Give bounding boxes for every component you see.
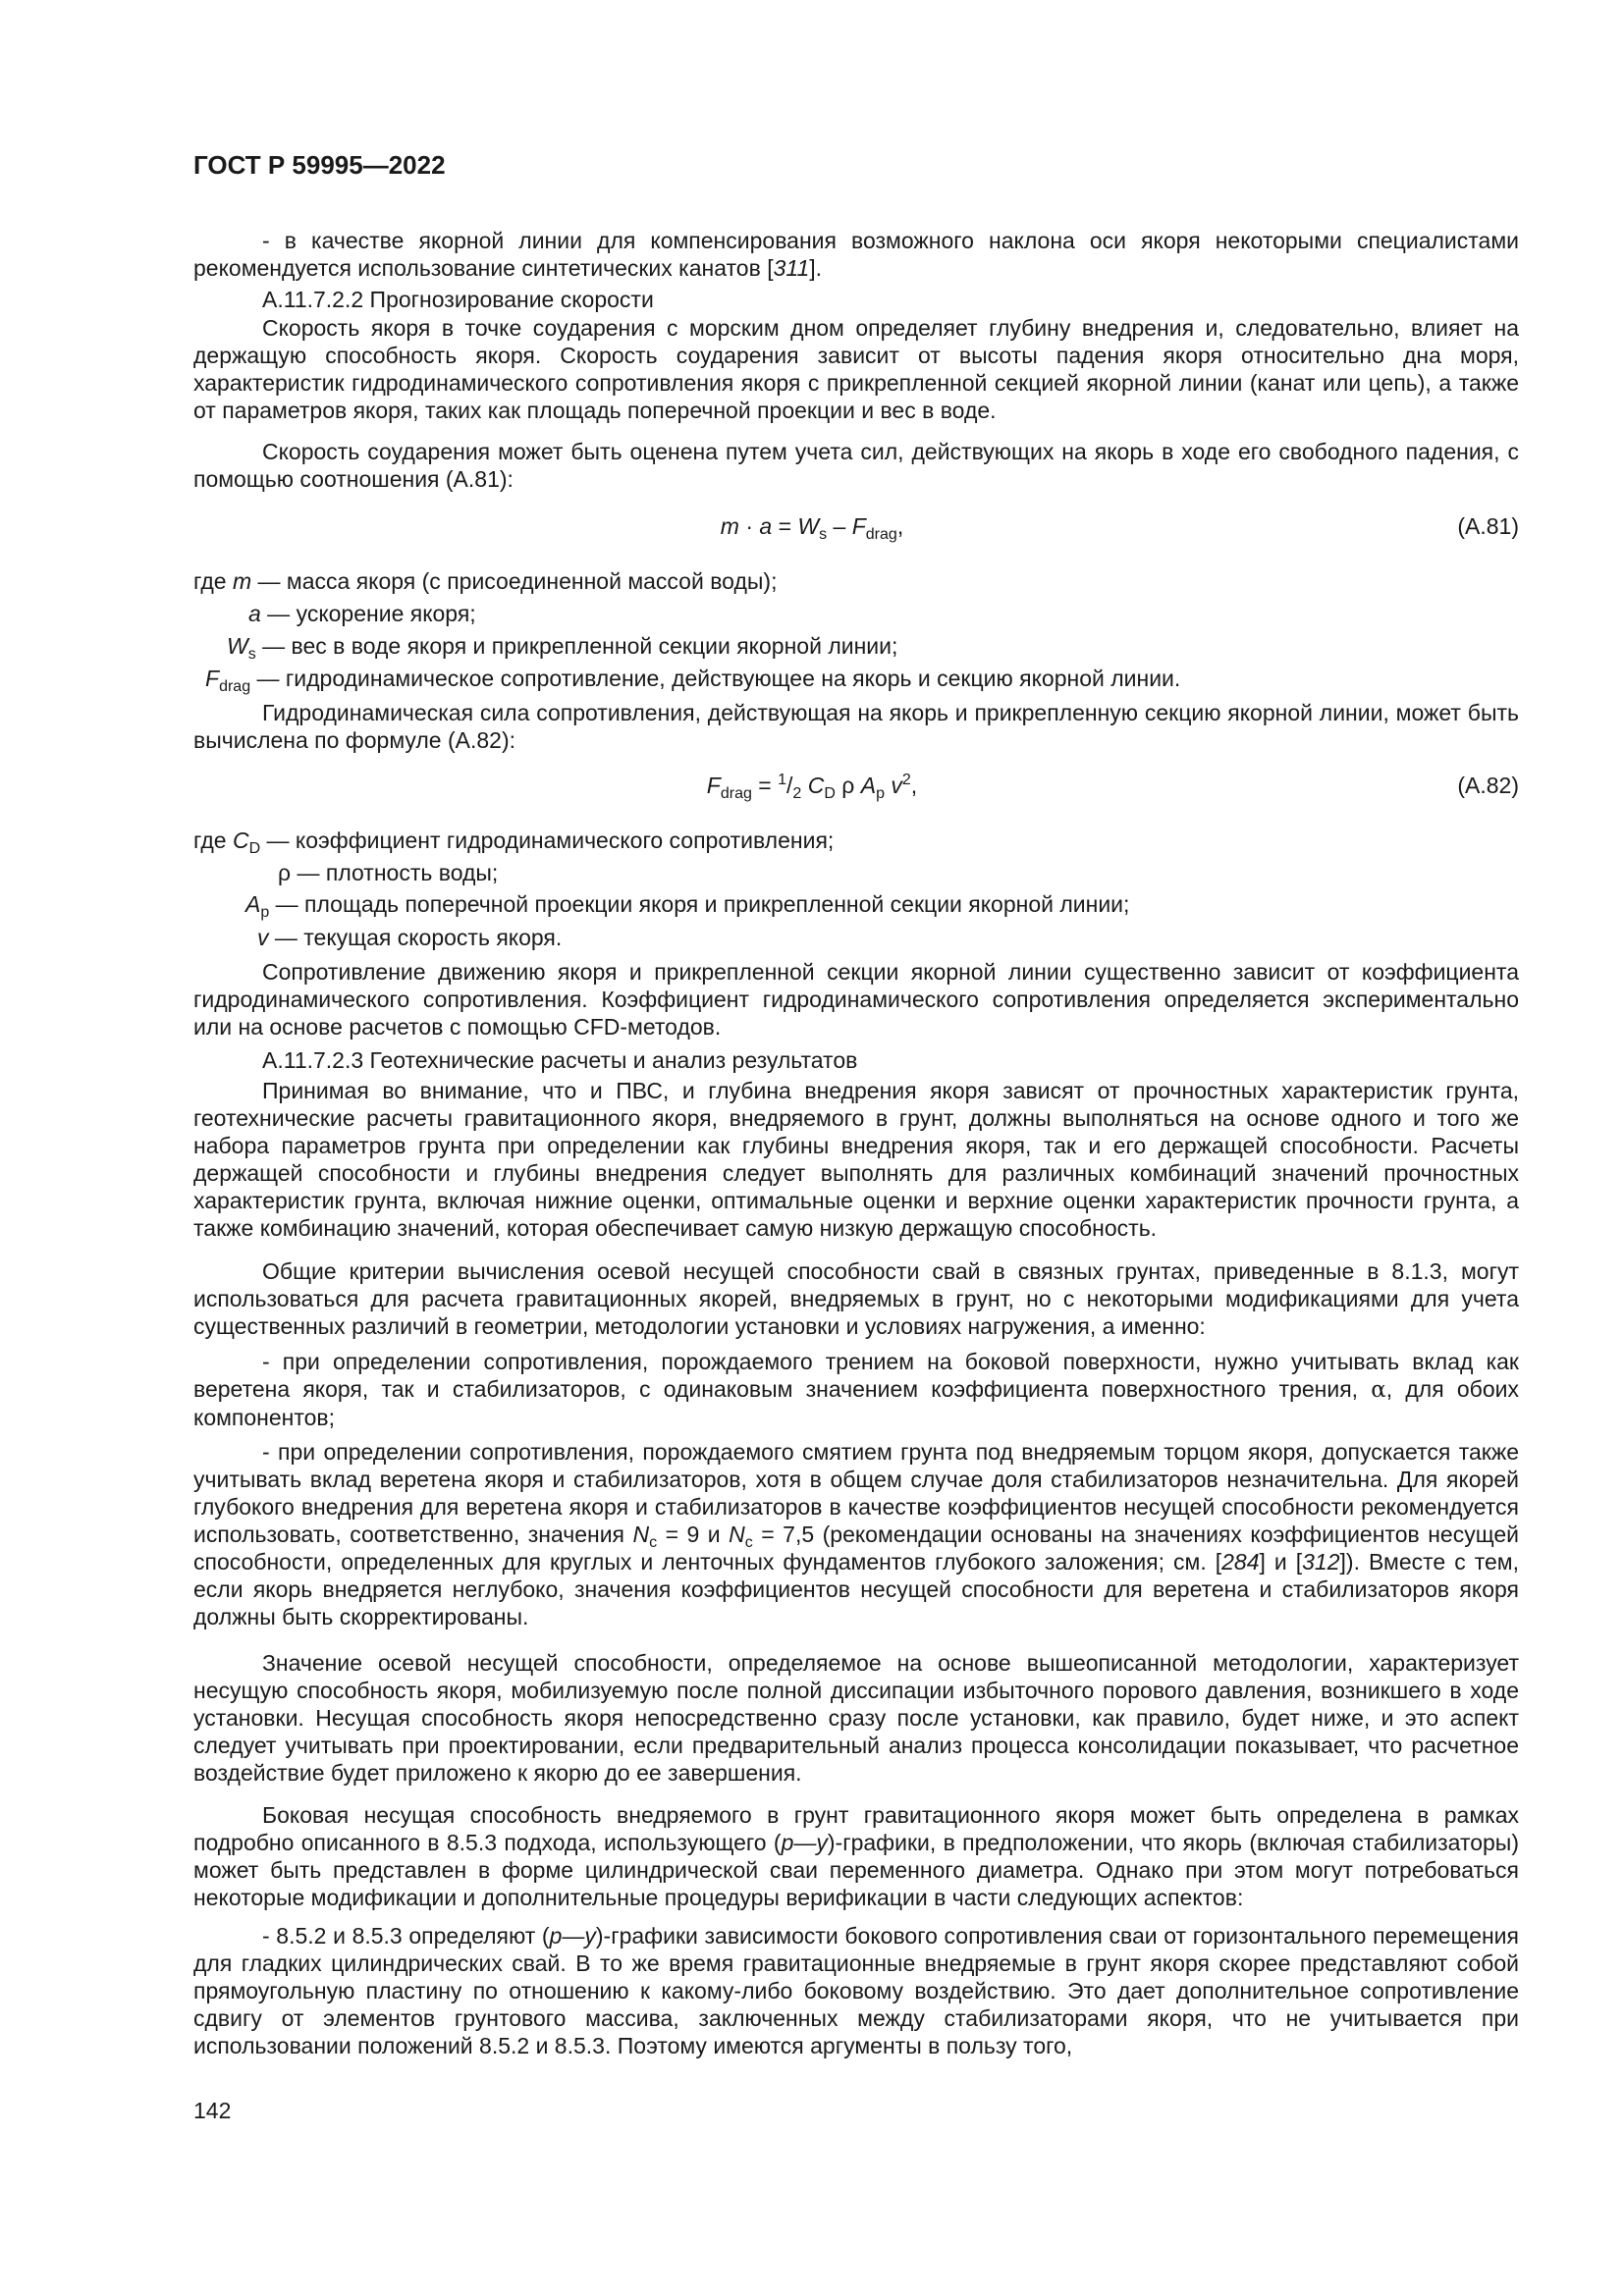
paragraph-impact-velocity: Скорость якоря в точке соударения с морским дном определяет глубину внедрения и, следовательно, влияет на держащую способность якоря. Скорость соударения зависит от высоты падения якоря относительно дна моря, характеристик гидродинамического сопротивления якоря с прикрепленной секцией якорной линии (канат или цепь), а также от параметров якоря, таких как площадь поперечной проекции и вес в воде.	[193, 315, 1519, 423]
where-item-cd: где $C_D$ — коэффициент гидродинамического сопротивления;	[193, 828, 835, 857]
where-item-ap: $A_p$ — площадь поперечной проекции якоря и прикрепленной секции якорной линии;	[245, 891, 1130, 921]
where-item-v: v — текущая скорость якоря.	[257, 925, 563, 950]
section-heading-a11722: А.11.7.2.2 Прогнозирование скорости	[262, 287, 654, 312]
reference-312: 312	[1302, 1549, 1340, 1575]
paragraph-axial-capacity-criteria: Общие критерии вычисления осевой несущей способности свай в связных грунтах, приведенные в 8.1.3, могут использоваться для расчета гравитационных якорей, внедряемых в грунт, но с некоторыми модификациями для учета существенных различий в геометрии, методологии установки и условиях нагружения, а именно:	[193, 1258, 1519, 1339]
paragraph-geotechnical-calc: Принимая во внимание, что и ПВС, и глубина внедрения якоря зависят от прочностных характеристик грунта, геотехнические расчеты гравитационного якоря, внедряемого в грунт, должны выполняться на основе одного и того же набора параметров грунта при определении как глубины внедрения якоря, так и его держащей способности. Расчеты держащей способности и глубины внедрения следует выполнять для различных комбинаций значений прочностных характеристик грунта, включая нижние оценки, оптимальные оценки и верхние оценки характеристик прочности грунта, а также комбинацию значений, которая обеспечивает самую низкую держащую способность.	[193, 1078, 1519, 1241]
list-item-skin-friction: - при определении сопротивления, порождаемого трением на боковой поверхности, нужно учитывать вклад как веретена якоря, так и стабилизаторов, с одинаковым значением коэффициента поверхностного трения, α, для обоих компонентов;	[193, 1349, 1519, 1430]
paragraph-drag-force: Гидродинамическая сила сопротивления, действующая на якорь и прикрепленную секцию якорной линии, может быть вычислена по формуле (А.82):	[193, 700, 1519, 753]
section-heading-a11723: А.11.7.2.3 Геотехнические расчеты и анализ результатов	[262, 1047, 858, 1073]
reference-284: 284	[1221, 1549, 1260, 1575]
where-item-rho: ρ — плотность воды;	[278, 860, 499, 885]
formula-a81: $m \cdot a = W_s - F_{drag}$,	[720, 513, 904, 543]
where-item-m: где m — масса якоря (с присоединенной массой воды);	[193, 568, 778, 594]
where-item-ws: $W_s$ — вес в воде якоря и прикрепленной секции якорной линии;	[227, 633, 898, 663]
list-item-end-bearing: - при определении сопротивления, порождаемого смятием грунта под внедряемым торцом якоря, допускается также учитывать вклад веретена якоря и стабилизаторов, хотя в общем случае доля стабилизаторов незначительна. Для якорей глубокого внедрения для веретена якоря и стабилизаторов в качестве коэффициентов несущей способности рекомендуется использовать, соответственно, значения $N_c = 9$ и $N_c = 7,5$ (рекомендации основаны на значениях коэффициентов несущей способности, определенных для круглых и ленточных фундаментов глубокого заложения; см. [284] и [312]). Вместе с тем, если якорь внедряется неглубоко, значения коэффициентов несущей способности для веретена и стабилизаторов якоря должны быть скорректированы.	[193, 1439, 1519, 1629]
where-item-a: a — ускорение якоря;	[248, 601, 476, 626]
paragraph-synthetic-ropes: - в качестве якорной линии для компенсирования возможного наклона оси якоря некоторыми специалистами рекомендуется использование синтетических канатов [311].	[193, 228, 1519, 281]
reference-311: 311	[773, 255, 810, 281]
page-number: 142	[193, 2098, 232, 2123]
equation-number-a82: (А.82)	[1457, 773, 1519, 798]
paragraph-velocity-estimation: Скорость соударения может быть оценена путем учета сил, действующих на якорь в ходе его свободного падения, с помощью соотношения (А.81):	[193, 439, 1519, 492]
formula-a82: $F_{drag} = ^1/_2$ $C_D$ ρ $A_p$ $v^2$,	[706, 772, 918, 802]
paragraph-drag-coefficient: Сопротивление движению якоря и прикрепленной секции якорной линии существенно зависит от коэффициента гидродинамического сопротивления. Коэффициент гидродинамического сопротивления определяется экспериментально или на основе расчетов с помощью CFD-методов.	[193, 959, 1519, 1040]
where-item-fdrag: $F_{drag}$ — гидродинамическое сопротивление, действующее на якорь и секцию якорной линии.	[205, 666, 1181, 695]
paragraph-capacity-after-installation: Значение осевой несущей способности, определяемое на основе вышеописанной методологии, характеризует несущую способность якоря, мобилизуемую после полной диссипации избыточного порового давления, возникшего в ходе установки. Несущая способность якоря непосредственно сразу после установки, как правило, будет ниже, и это аспект следует учитывать при проектировании, если предварительный анализ процесса консолидации показывает, что расчетное воздействие будет приложено к якорю до ее завершения.	[193, 1650, 1519, 1786]
list-item-py-curves: - 8.5.2 и 8.5.3 определяют (p—y)-графики зависимости бокового сопротивления сваи от горизонтального перемещения для гладких цилиндрических свай. В то же время гравитационные внедряемые в грунт якоря скорее представляют собой прямоугольную пластину по отношению к какому-либо боковому воздействию. Это дает дополнительное сопротивление сдвигу от элементов грунтового массива, заключенных между стабилизаторами якоря, что не учитывается при использовании положений 8.5.2 и 8.5.3. Поэтому имеются аргументы в пользу того,	[193, 1923, 1519, 2058]
equation-number-a81: (А.81)	[1457, 513, 1519, 539]
document-header: ГОСТ Р 59995—2022	[193, 150, 446, 180]
paragraph-lateral-capacity: Боковая несущая способность внедряемого в грунт гравитационного якоря может быть определена в рамках подробно описанного в 8.5.3 подхода, использующего (p—y)-графики, в предположении, что якорь (включая стабилизаторы) может быть представлен в форме цилиндрической сваи переменного диаметра. Однако при этом могут потребоваться некоторые модификации и дополнительные процедуры верификации в части следующих аспектов:	[193, 1802, 1519, 1910]
